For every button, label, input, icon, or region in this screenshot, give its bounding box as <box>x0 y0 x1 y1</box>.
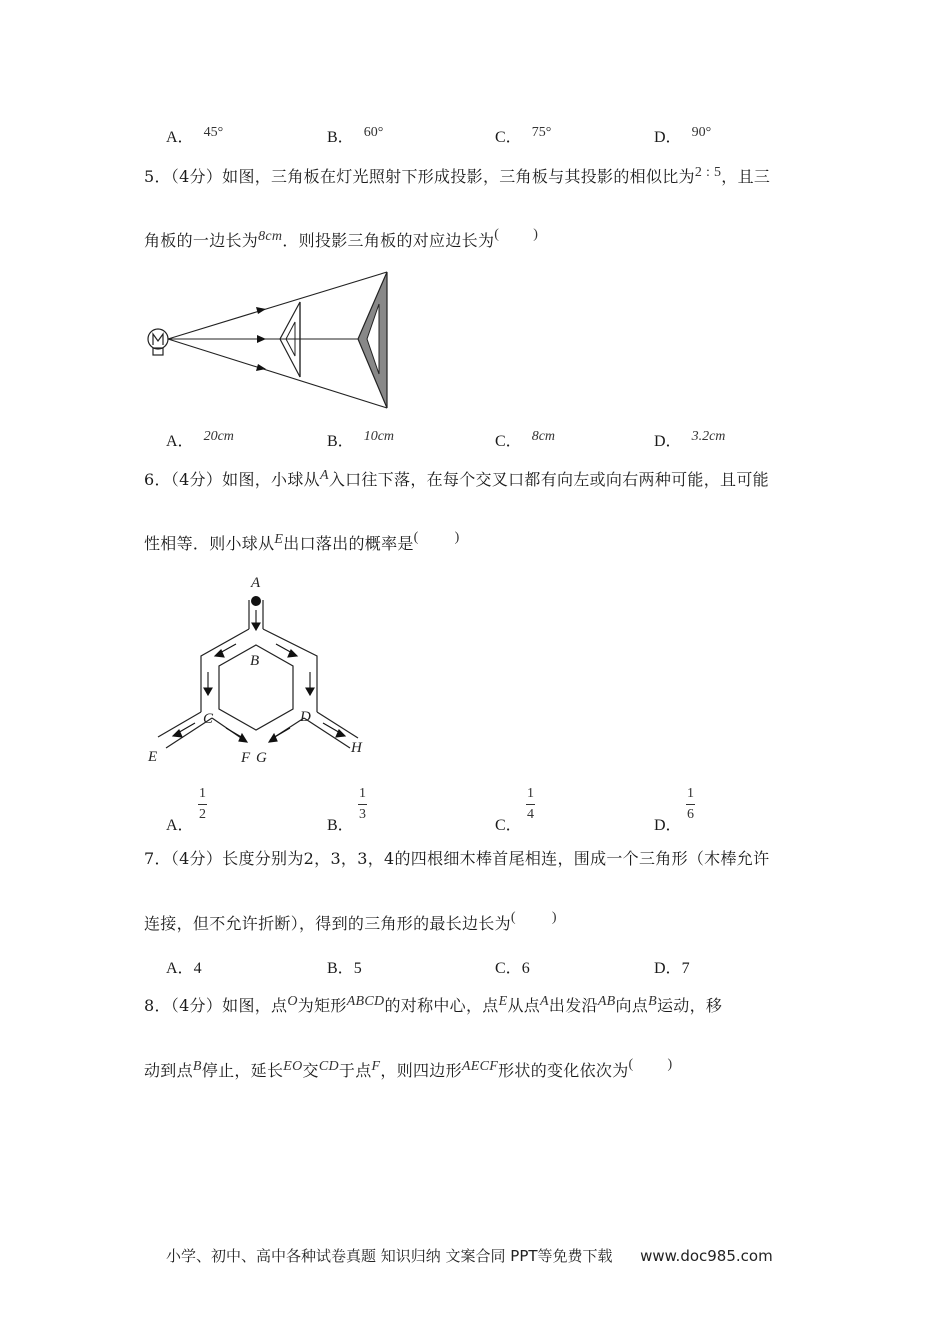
q7-option-c: C．6 <box>495 960 530 977</box>
projection-figure <box>140 262 400 412</box>
label-a: A <box>251 575 261 591</box>
q6-stem-line1: 6．（4分）如图，小球从A入口往下落，在每个交叉口都有向左或向右两种可能，且可能 <box>144 468 769 489</box>
label-e: E <box>148 749 158 765</box>
triangle-projection <box>358 272 387 408</box>
q6-option-b-label: B． <box>327 817 354 834</box>
q6-option-c-label: C． <box>495 817 522 834</box>
q5-stem-line1: 5．（4分）如图，三角板在灯光照射下形成投影，三角板与其投影的相似比为2 : 5，且三 <box>144 165 771 186</box>
lamp-icon <box>148 329 168 355</box>
q7-option-b: B．5 <box>327 960 362 977</box>
q7-option-a: A．4 <box>166 960 202 977</box>
footer <box>166 1245 773 1266</box>
label-b: B <box>250 653 260 669</box>
q5-stem-line2: 角板的一边长为8cm．则投影三角板的对应边长为( ) <box>144 227 539 250</box>
q4-option-d: D． 90° <box>654 125 712 146</box>
ray-arrows <box>256 307 266 371</box>
label-f: F <box>241 750 251 766</box>
q6-option-d-fraction: 1 6 <box>687 786 694 822</box>
q4-option-c: C． 75° <box>495 125 552 146</box>
q4-option-b: B． 60° <box>327 125 384 146</box>
q7-stem-line1: 7．（4分）长度分别为2，3，3，4的四根细木棒首尾相连，围成一个三角形（木棒允许 <box>144 849 770 868</box>
q8-stem-line1: 8．（4分）如图，点O为矩形ABCD的对称中心，点E从点A出发沿AB向点B运动，移 <box>144 994 723 1015</box>
ball-icon <box>251 596 261 606</box>
q6-option-c-fraction: 1 4 <box>527 786 534 822</box>
path-arrows <box>173 610 345 742</box>
label-g: G <box>256 750 267 766</box>
q5-option-b: B． 10cm <box>327 429 395 450</box>
q5-option-a: A． 20cm <box>166 429 234 450</box>
footer-link[interactable]: www.doc985.com <box>640 1247 773 1265</box>
ball-path-figure <box>140 570 380 770</box>
q8-stem-line2: 动到点B停止，延长EO交CD于点F，则四边形AECF形状的变化依次为( ) <box>144 1057 673 1080</box>
q6-option-d-label: D． <box>654 817 682 834</box>
light-rays <box>168 272 387 408</box>
q5-option-d: D． 3.2cm <box>654 429 726 450</box>
q6-option-a-label: A． <box>166 817 194 834</box>
q7-option-d: D．7 <box>654 960 690 977</box>
q6-stem-line2: 性相等．则小球从E出口落出的概率是( ) <box>144 530 460 553</box>
q6-option-b-fraction: 1 3 <box>359 786 366 822</box>
footer-text: 小学、初中、高中各种试卷真题 知识归纳 文案合同 PPT等免费下载 <box>166 1247 613 1265</box>
q6-option-a-fraction: 1 2 <box>199 786 206 822</box>
q4-option-a: A． 45° <box>166 125 224 146</box>
label-h: H <box>351 740 362 756</box>
q5-option-c: C． 8cm <box>495 429 556 450</box>
label-c: C <box>203 711 214 727</box>
label-d: D <box>300 709 311 725</box>
q7-stem-line2: 连接，但不允许折断），得到的三角形的最长边长为( ) <box>144 910 557 933</box>
